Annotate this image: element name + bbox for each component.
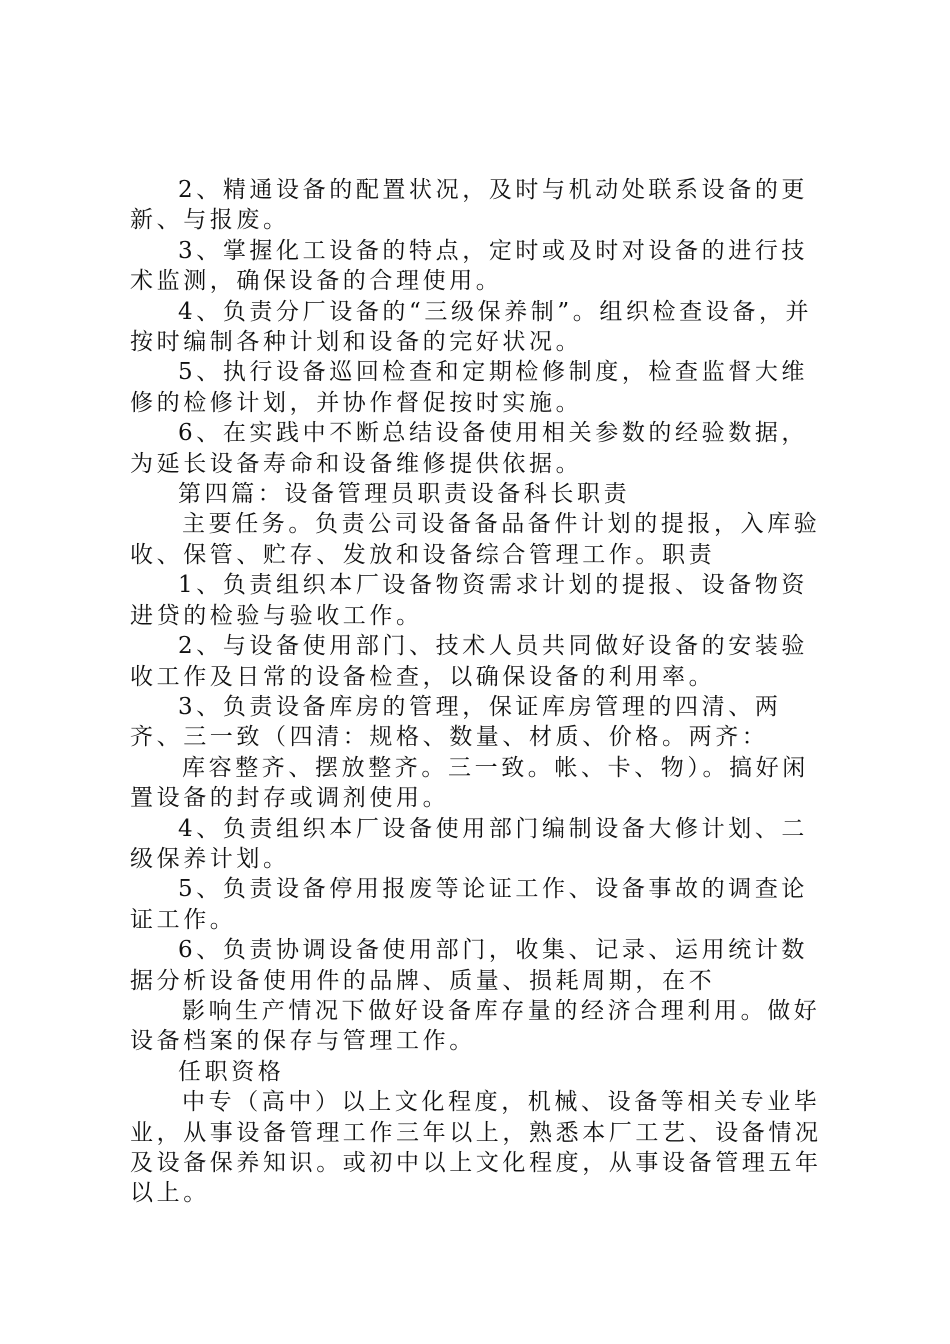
- duty-item-4: 4、负责组织本厂设备使用部门编制设备大修计划、二级保养计划。: [130, 815, 809, 872]
- duty-item-3-continued: 库容整齐、摆放整齐。三一致。帐、卡、物）。搞好闲置设备的封存或调剂使用。: [130, 754, 809, 812]
- duty-item-2: 2、与设备使用部门、技术人员共同做好设备的安装验收工作及日常的设备检查，以确保设备的利用率。: [130, 633, 809, 690]
- duty-item-5: 5、负责设备停用报废等论证工作、设备事故的调查论证工作。: [130, 876, 809, 933]
- paragraph-item-2: 2、精通设备的配置状况，及时与机动处联系设备的更新、与报废。: [130, 177, 809, 234]
- duty-item-6-continued: 影响生产情况下做好设备库存量的经济合理利用。做好设备档案的保存与管理工作。: [130, 997, 821, 1055]
- paragraph-item-6: 6、在实践中不断总结设备使用相关参数的经验数据，为延长设备寿命和设备维修提供依据。: [130, 420, 809, 477]
- paragraph-item-3: 3、掌握化工设备的特点，定时或及时对设备的进行技术监测，确保设备的合理使用。: [130, 237, 809, 295]
- qualification-paragraph: 中专（高中）以上文化程度，机械、设备等相关专业毕业，从事设备管理工作三年以上，熟悉本厂工艺、设备情况及设备保养知识。或初中以上文化程度，从事设备管理五年以上。: [130, 1089, 822, 1207]
- paragraph-item-4: 4、负责分厂设备的“三级保养制”。组织检查设备，并按时编制各种计划和设备的完好状况。: [130, 298, 813, 356]
- qualification-heading: 任职资格: [178, 1058, 285, 1085]
- duty-item-3: 3、负责设备库房的管理，保证库房管理的四清、两齐、三一致（四清：规格、数量、材质、价格。两齐：: [130, 693, 782, 751]
- section-heading: 第四篇：设备管理员职责设备科长职责: [178, 481, 631, 508]
- duty-item-6: 6、负责协调设备使用部门，收集、记录、运用统计数据分析设备使用件的品牌、质量、损耗周期，在不: [130, 937, 809, 994]
- paragraph-item-5: 5、执行设备巡回检查和定期检修制度，检查监督大维修的检修计划，并协作督促按时实施。: [130, 359, 809, 416]
- main-task-paragraph: 主要任务。负责公司设备备品备件计划的提报，入库验收、保管、贮存、发放和设备综合管理工作。职责: [130, 511, 821, 568]
- duty-item-1: 1、负责组织本厂设备物资需求计划的提报、设备物资进贷的检验与验收工作。: [130, 572, 809, 629]
- document-body: [130, 175, 830, 1209]
